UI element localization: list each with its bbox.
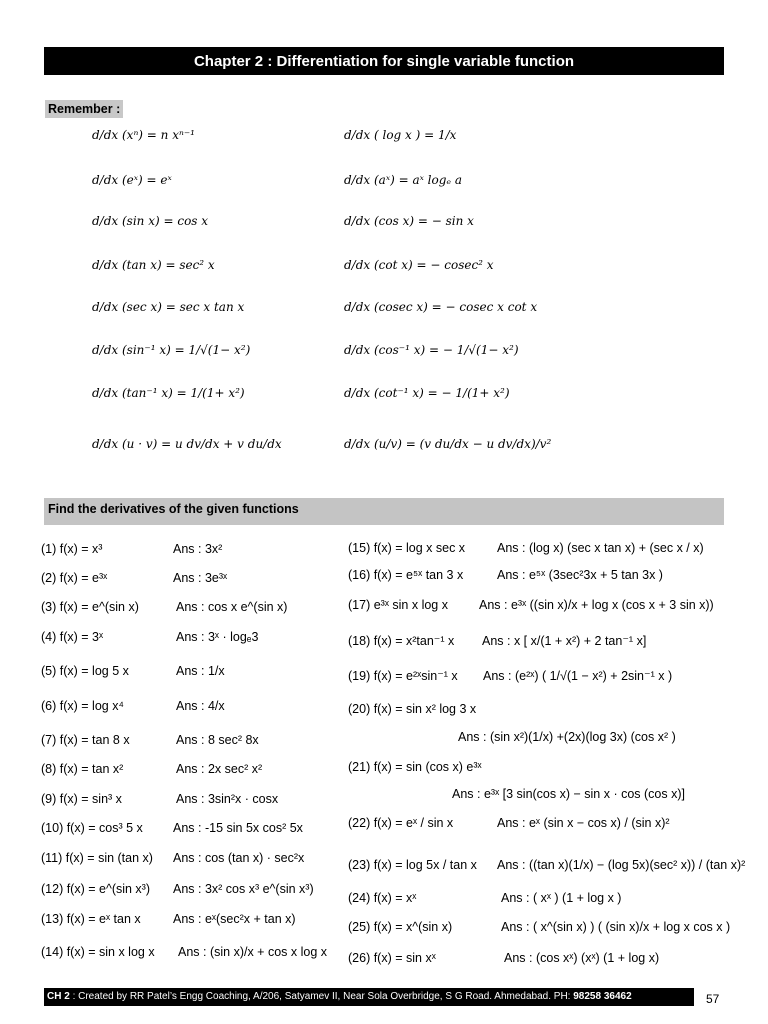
problem-answer: Ans : (sin x)/x + cos x log x <box>178 945 328 959</box>
formula-log: d/dx ( log x ) = 1/x <box>344 128 457 142</box>
footer-bar <box>44 988 694 1006</box>
problem-question: (20) f(x) = sin x² log 3 x <box>348 702 477 716</box>
formula-cot: d/dx (cot x) = − cosec² x <box>344 258 494 272</box>
problem-question: (25) f(x) = x^(sin x) <box>348 920 453 934</box>
problem-answer: Ans : e³ˣ ((sin x)/x + log x (cos x + 3 sin x)) <box>479 598 714 612</box>
problem-question: (4) f(x) = 3ˣ <box>41 630 104 644</box>
formula-arctan: d/dx (tan⁻¹ x) = 1/(1+ x²) <box>92 386 245 400</box>
formula-exp: d/dx (eˣ) = eˣ <box>92 173 172 187</box>
problem-answer: Ans : 3x² <box>173 542 223 556</box>
problem-question: (13) f(x) = eˣ tan x <box>41 912 141 926</box>
problem-question: (16) f(x) = e⁵ˣ tan 3 x <box>348 568 464 582</box>
footer-chapter-tag: CH 2 <box>47 991 70 1002</box>
problem-question: (15) f(x) = log x sec x <box>348 541 466 555</box>
page-number: 57 <box>706 992 720 1006</box>
problem-answer: Ans : 2x sec² x² <box>176 762 263 776</box>
problem-question: (3) f(x) = e^(sin x) <box>41 600 139 614</box>
formula-arccos: d/dx (cos⁻¹ x) = − 1/√(1− x²) <box>344 343 519 357</box>
problem-question: (10) f(x) = cos³ 5 x <box>41 821 143 835</box>
formula-tan: d/dx (tan x) = sec² x <box>92 258 215 272</box>
problem-question: (19) f(x) = e²ˣsin⁻¹ x <box>348 669 458 683</box>
problem-answer: Ans : e³ˣ [3 sin(cos x) − sin x · cos (cos x)] <box>452 787 685 801</box>
problem-question: (6) f(x) = log x⁴ <box>41 699 124 713</box>
chapter-title: Chapter 2 : Differentiation for single variable function <box>44 47 724 75</box>
problem-question: (8) f(x) = tan x² <box>41 762 124 776</box>
formula-arccot: d/dx (cot⁻¹ x) = − 1/(1+ x²) <box>344 386 510 400</box>
formula-cos: d/dx (cos x) = − sin x <box>344 214 474 228</box>
problem-question: (9) f(x) = sin³ x <box>41 792 122 806</box>
formula-cosec: d/dx (cosec x) = − cosec x cot x <box>344 300 538 314</box>
problem-question: (2) f(x) = e³ˣ <box>41 571 108 585</box>
problem-answer: Ans : eˣ (sin x − cos x) / (sin x)² <box>497 816 670 830</box>
problem-question: (22) f(x) = eˣ / sin x <box>348 816 454 830</box>
problem-answer: Ans : ((tan x)(1/x) − (log 5x)(sec² x)) / (tan x)² <box>497 858 746 872</box>
problem-answer: Ans : 4/x <box>176 699 225 713</box>
problem-answer: Ans : 8 sec² 8x <box>176 733 259 747</box>
problem-question: (24) f(x) = xˣ <box>348 891 417 905</box>
problem-question: (7) f(x) = tan 8 x <box>41 733 130 747</box>
problem-question: (1) f(x) = x³ <box>41 542 103 556</box>
problem-answer: Ans : (cos xˣ) (xˣ) (1 + log x) <box>504 951 660 965</box>
problem-answer: Ans : e⁵ˣ (3sec²3x + 5 tan 3x ) <box>497 568 663 582</box>
problem-question: (17) e³ˣ sin x log x <box>348 598 448 612</box>
footer-phone: 98258 36462 <box>573 991 632 1002</box>
formula-product-rule: d/dx (u · v) = u dv/dx + v du/dx <box>92 437 282 451</box>
formula-sin: d/dx (sin x) = cos x <box>92 214 209 228</box>
problem-answer: Ans : 3ˣ · logₑ3 <box>176 630 259 644</box>
problem-answer: Ans : (log x) (sec x tan x) + (sec x / x) <box>497 541 704 555</box>
formula-a-power-x: d/dx (aˣ) = aˣ logₑ a <box>344 173 463 187</box>
problem-question: (18) f(x) = x²tan⁻¹ x <box>348 634 455 648</box>
problem-answer: Ans : (e²ˣ) ( 1/√(1 − x²) + 2sin⁻¹ x ) <box>483 669 673 683</box>
problem-question: (14) f(x) = sin x log x <box>41 945 155 959</box>
formula-arcsin: d/dx (sin⁻¹ x) = 1/√(1− x²) <box>92 343 251 357</box>
problem-answer: Ans : eˣ(sec²x + tan x) <box>173 912 296 926</box>
problem-answer: Ans : x [ x/(1 + x²) + 2 tan⁻¹ x] <box>482 634 647 648</box>
problem-answer: Ans : 3x² cos x³ e^(sin x³) <box>173 882 314 896</box>
problem-question: (21) f(x) = sin (cos x) e³ˣ <box>348 760 482 774</box>
problem-question: (5) f(x) = log 5 x <box>41 664 129 678</box>
problem-answer: Ans : 3sin²x · cosx <box>176 792 279 806</box>
problem-question: (23) f(x) = log 5x / tan x <box>348 858 477 872</box>
remember-label: Remember : <box>45 100 123 118</box>
problem-answer: Ans : (sin x²)(1/x) +(2x)(log 3x) (cos x² ) <box>458 730 676 744</box>
problem-question: (26) f(x) = sin xˣ <box>348 951 436 965</box>
problem-answer: Ans : cos x e^(sin x) <box>176 600 288 614</box>
problem-question: (11) f(x) = sin (tan x) <box>41 851 153 865</box>
problem-answer: Ans : -15 sin 5x cos² 5x <box>173 821 303 835</box>
formula-power-rule: d/dx (xⁿ) = n xⁿ⁻¹ <box>92 128 195 142</box>
section-heading: Find the derivatives of the given functions <box>44 498 724 525</box>
problem-answer: Ans : 1/x <box>176 664 225 678</box>
footer-text: : Created by RR Patel’s Engg Coaching, A/206, Satyamev II, Near Sola Overbridge, S G Road. Ahmedabad. PH: <box>72 991 571 1002</box>
problem-answer: Ans : 3e³ˣ <box>173 571 228 585</box>
problem-answer: Ans : cos (tan x) · sec²x <box>173 851 305 865</box>
problem-answer: Ans : ( xˣ ) (1 + log x ) <box>501 891 622 905</box>
problem-question: (12) f(x) = e^(sin x³) <box>41 882 151 896</box>
problem-answer: Ans : ( x^(sin x) ) ( (sin x)/x + log x cos x ) <box>501 920 731 934</box>
formula-quotient-rule: d/dx (u/v) = (v du/dx − u dv/dx)/v² <box>344 437 552 451</box>
formula-sec: d/dx (sec x) = sec x tan x <box>92 300 245 314</box>
